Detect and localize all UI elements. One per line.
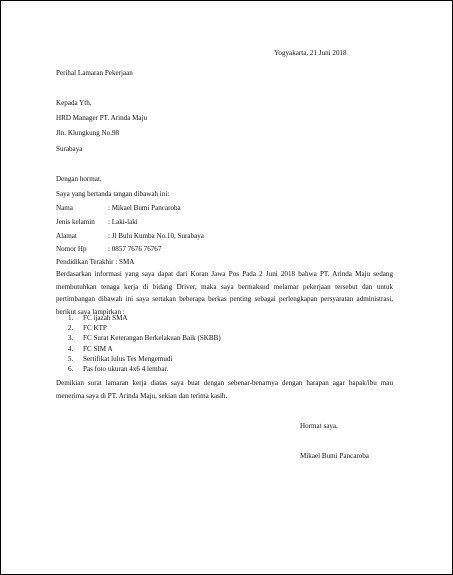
education-line: Pendidikan Terakhir : SMA bbox=[56, 258, 135, 266]
identity-value: : 0857 7676 76767 bbox=[108, 245, 162, 253]
identity-value: : Mikael Bumi Pancaroba bbox=[108, 204, 181, 212]
greeting: Dengan hormat, bbox=[56, 175, 102, 183]
signoff: Hormat saya, bbox=[300, 422, 338, 430]
identity-value: : Jl Bulu Kumba No.10, Surabaya bbox=[108, 232, 204, 240]
letter-page: Yogyakarta, 21 Juni 2018 Perihal Lamaran Pekerjaan Kepada Yth, HRD Manager PT. Arinda Maju Jln. Klungkung No.98 Surabaya Dengan hormat, Saya yang bertanda tangan dibawah ini: Nama : Mikael Bumi Pancaroba Jenis kelamin : Laki-laki Alamat : Jl Bulu Kumba No.10, Surabaya Nomor Hp : 0857 7676 76767 Pendidikan Terakhir : SMA Berdasarkan informasi yang saya dapat dari Koran Jawa Pos Pada 2 Juni 2018 bahwa PT. Arinda Maju sedang membutuhkan tenaga kerja di bidang Driver, maka saya bermaksud melamar pekerjaan tersebut dan untuk pertimbangan dibawah ini saya sertakan beberapa berkas penting sebagai perlengkapan persyaratan administrasi, berikut saya lampirkan : 1. FC ijazah SMA 2. FC KTP 3. FC Surat Keterangan Berkelakuan Baik (SKBB) 4. FC SIM A 5. Sertifikat lulus Tes Mengemudi 6. Pas foto ukuran 4x6 4 lembar. Demikian surat lamaran kerja diatas saya buat dengan sebenar-benarnya dengan harapan agar bapak/ibu mau menerima saya di PT. Arinda Maju, sekian dan terima kasih. Hormat saya, Mikael Bumi Pancaroba bbox=[0, 0, 453, 575]
identity-label: Jenis kelamin bbox=[56, 218, 95, 226]
recipient-to: Kepada Yth, bbox=[56, 99, 92, 107]
identity-value: : Laki-laki bbox=[108, 218, 138, 226]
identity-label: Alamat bbox=[56, 232, 77, 240]
closing-paragraph: Demikian surat lamaran kerja diatas saya buat dengan sebenar-benarnya dengan harapan agar bapak/ibu mau menerima saya di PT. Arinda Maju, sekian dan terima kasih. bbox=[56, 379, 393, 400]
place-date: Yogyakarta, 21 Juni 2018 bbox=[274, 49, 347, 57]
recipient-position: HRD Manager PT. Arinda Maju bbox=[56, 114, 148, 122]
body-paragraph: Berdasarkan informasi yang saya dapat dari Koran Jawa Pos Pada 2 Juni 2018 bahwa PT. Arinda Maju sedang membutuhkan tenaga kerja di bidang Driver, maka saya bermaksud melamar pekerjaan tersebut dan untuk pertimbangan dibawah ini saya sertakan beberapa berkas penting sebagai perlengkapan persyaratan administrasi, berikut saya lampirkan : bbox=[56, 270, 393, 316]
letter-subject: Perihal Lamaran Pekerjaan bbox=[56, 69, 133, 77]
identity-label: Nama bbox=[56, 204, 73, 212]
recipient-city: Surabaya bbox=[56, 145, 83, 153]
signer-name: Mikael Bumi Pancaroba bbox=[300, 452, 369, 460]
intro-line: Saya yang bertanda tangan dibawah ini: bbox=[56, 190, 170, 198]
identity-label: Nomor Hp bbox=[56, 245, 87, 253]
recipient-street: Jln. Klungkung No.98 bbox=[56, 129, 120, 137]
